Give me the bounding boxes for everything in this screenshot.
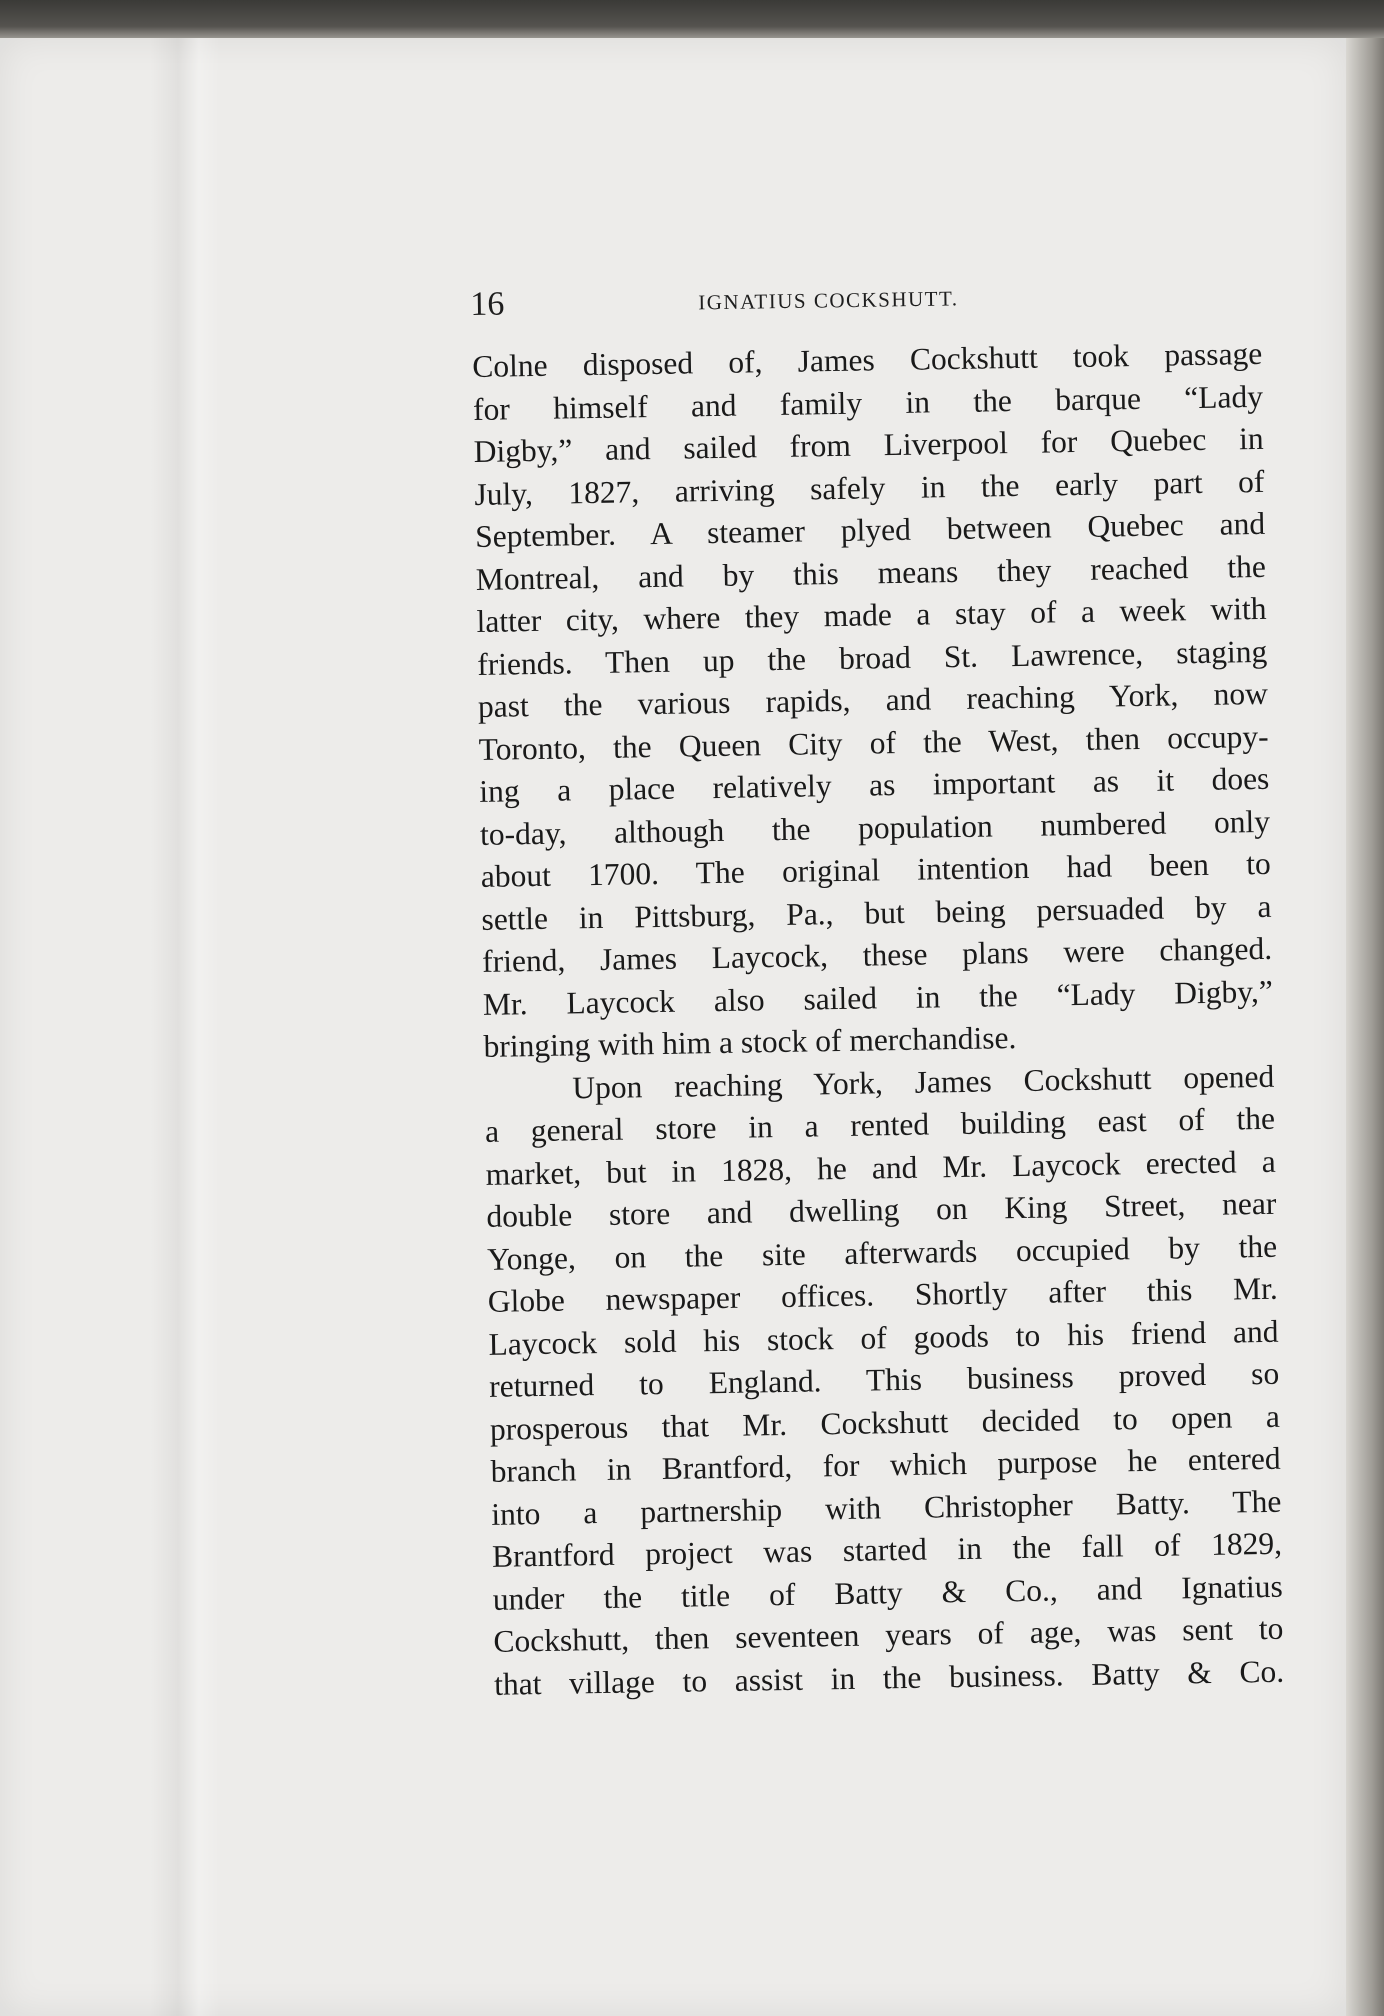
- text-line: July, 1827, arriving safely in the early part of: [474, 463, 1265, 512]
- text-line: double store and dwelling on King Street, near: [486, 1185, 1277, 1234]
- text-line: Brantford project was started in the fall of 1829,: [491, 1525, 1283, 1574]
- page-right-edge: [1346, 38, 1384, 2016]
- text-line: ing a place relatively as important as it does: [479, 760, 1270, 809]
- text-line: market, but in 1828, he and Mr. Laycock erected a: [485, 1143, 1276, 1192]
- text-line: Upon reaching York, James Cockshutt opened: [572, 1058, 1275, 1105]
- paragraph: [484, 1055, 1284, 1706]
- text-line: Yonge, on the site afterwards occupied by the: [486, 1228, 1278, 1277]
- text-line: prosperous that Mr. Cockshutt decided to open a: [489, 1398, 1281, 1447]
- text-line: about 1700. The original intention had been to: [480, 845, 1271, 894]
- text-line: Digby,” and sailed from Liverpool for Quebec in: [473, 420, 1264, 469]
- text-line: Colne disposed of, James Cockshutt took passage: [472, 335, 1263, 384]
- body-text: [472, 333, 1284, 1706]
- text-line: for himself and family in the barque “Lady: [472, 378, 1264, 427]
- text-line: past the various rapids, and reaching York, now: [477, 675, 1269, 724]
- text-line: settle in Pittsburg, Pa., but being persuaded by a: [481, 888, 1272, 937]
- text-line: Cockshutt, then seventeen years of age, was sent to: [493, 1610, 1284, 1659]
- text-line: Mr. Laycock also sailed in the “Lady Digby,”: [482, 973, 1274, 1022]
- text-line: a general store in a rented building east of the: [484, 1100, 1276, 1149]
- text-line: that village to assist in the business. Batty & Co.: [493, 1653, 1285, 1702]
- text-line: friends. Then up the broad St. Lawrence, staging: [476, 633, 1268, 682]
- text-line: into a partnership with Christopher Batty. The: [491, 1483, 1282, 1532]
- text-line: latter city, where they made a stay of a week with: [476, 590, 1267, 639]
- page-gutter: [150, 38, 220, 2016]
- text-line: to-day, although the population numbered only: [479, 803, 1271, 852]
- text-line: under the title of Batty & Co., and Ignatius: [492, 1568, 1283, 1617]
- text-line: Montreal, and by this means they reached the: [475, 548, 1267, 597]
- page-number: 16: [470, 285, 505, 323]
- text-line: Toronto, the Queen City of the West, then occupy-: [478, 718, 1269, 767]
- text-line: bringing with him a stock of merchandise.: [483, 1020, 1017, 1064]
- text-line: branch in Brantford, for which purpose he entered: [490, 1440, 1281, 1489]
- paragraph: [472, 333, 1274, 1068]
- running-head: IGNATIUS COCKSHUTT.: [698, 286, 959, 315]
- text-line: friend, James Laycock, these plans were changed.: [481, 930, 1273, 979]
- text-line: Laycock sold his stock of goods to his friend and: [488, 1313, 1279, 1362]
- text-line: returned to England. This business proved so: [488, 1355, 1280, 1404]
- text-line: Globe newspaper offices. Shortly after this Mr.: [487, 1270, 1279, 1319]
- text-line: September. A steamer plyed between Quebec and: [474, 505, 1266, 554]
